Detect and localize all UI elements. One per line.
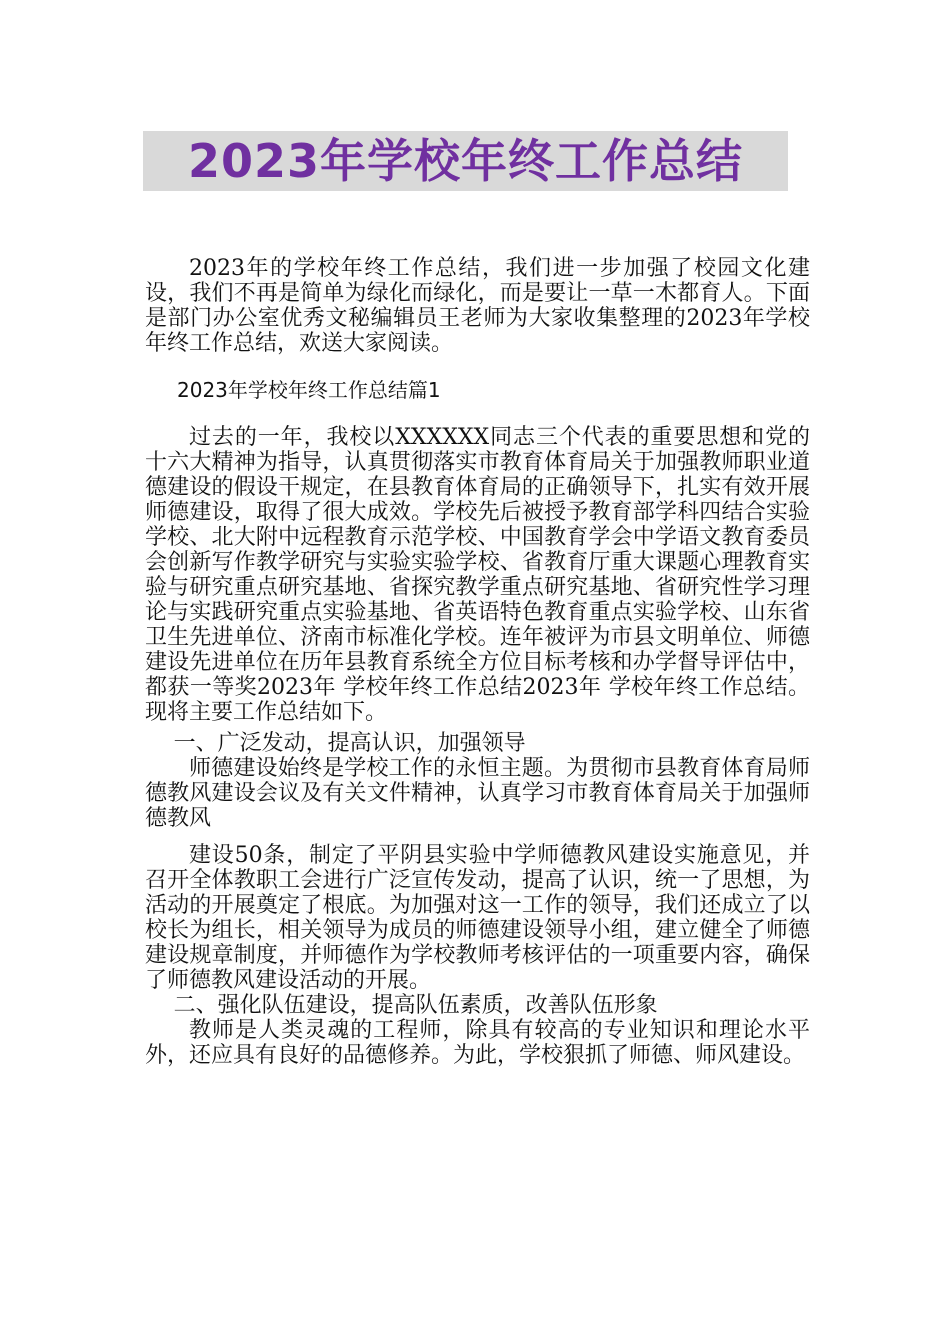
body-paragraph-4: 教师是人类灵魂的工程师，除具有较高的专业知识和理论水平外，还应具有良好的品德修养。为此，学校狠抓了师德、师风建设。 bbox=[145, 1018, 810, 1068]
body-paragraph-2: 师德建设始终是学校工作的永恒主题。为贯彻市县教育体育局师德教风建设会议及有关文件精神，认真学习市教育体育局关于加强师德教风 bbox=[145, 756, 810, 831]
document-body bbox=[145, 256, 810, 1068]
title-highlight bbox=[143, 131, 788, 191]
body-paragraph-1: 过去的一年，我校以XXXXXX同志三个代表的重要思想和党的十六大精神为指导，认真贯彻落实市教育体育局关于加强教师职业道德建设的假设干规定，在县教育体育局的正确领导下，扎实有效开展师德建设，取得了很大成效。学校先后被授予教育部学科四结合实验学校、北大附中远程教育示范学校、中国教育学会中学语文教育委员会创新写作教学研究与实验实验学校、省教育厅重大课题心理教育实验与研究重点研究基地、省探究教学重点研究基地、省研究性学习理论与实践研究重点实验基地、省英语特色教育重点实验学校、山东省卫生先进单位、济南市标准化学校。连年被评为市县文明单位、师德建设先进单位在历年县教育系统全方位目标考核和办学督导评估中，都获一等奖2023年 学校年终工作总结2023年 学校年终工作总结。现将主要工作总结如下。 bbox=[145, 425, 810, 725]
document-title: 2023年学校年终工作总结 bbox=[187, 134, 744, 188]
body-paragraph-3: 建设50条，制定了平阴县实验中学师德教风建设实施意见，并召开全体教职工会进行广泛宣传发动，提高了认识，统一了思想，为活动的开展奠定了根底。为加强对这一工作的领导，我们还成立了以校长为组长，相关领导为成员的师德建设领导小组，建立健全了师德建设规章制度，并师德作为学校教师考核评估的一项重要内容，确保了师德教风建设活动的开展。 bbox=[145, 843, 810, 993]
section-heading-2: 二、强化队伍建设，提高队伍素质，改善队伍形象 bbox=[173, 993, 658, 1018]
intro-paragraph: 2023年的学校年终工作总结，我们进一步加强了校园文化建设，我们不再是简单为绿化而绿化，而是要让一草一木都育人。下面是部门办公室优秀文秘编辑员王老师为大家收集整理的2023年学校年终工作总结，欢送大家阅读。 bbox=[145, 256, 810, 356]
article-heading: 2023年学校年终工作总结篇1 bbox=[177, 378, 441, 402]
section-heading-1: 一、广泛发动，提高认识，加强领导 bbox=[173, 731, 526, 756]
